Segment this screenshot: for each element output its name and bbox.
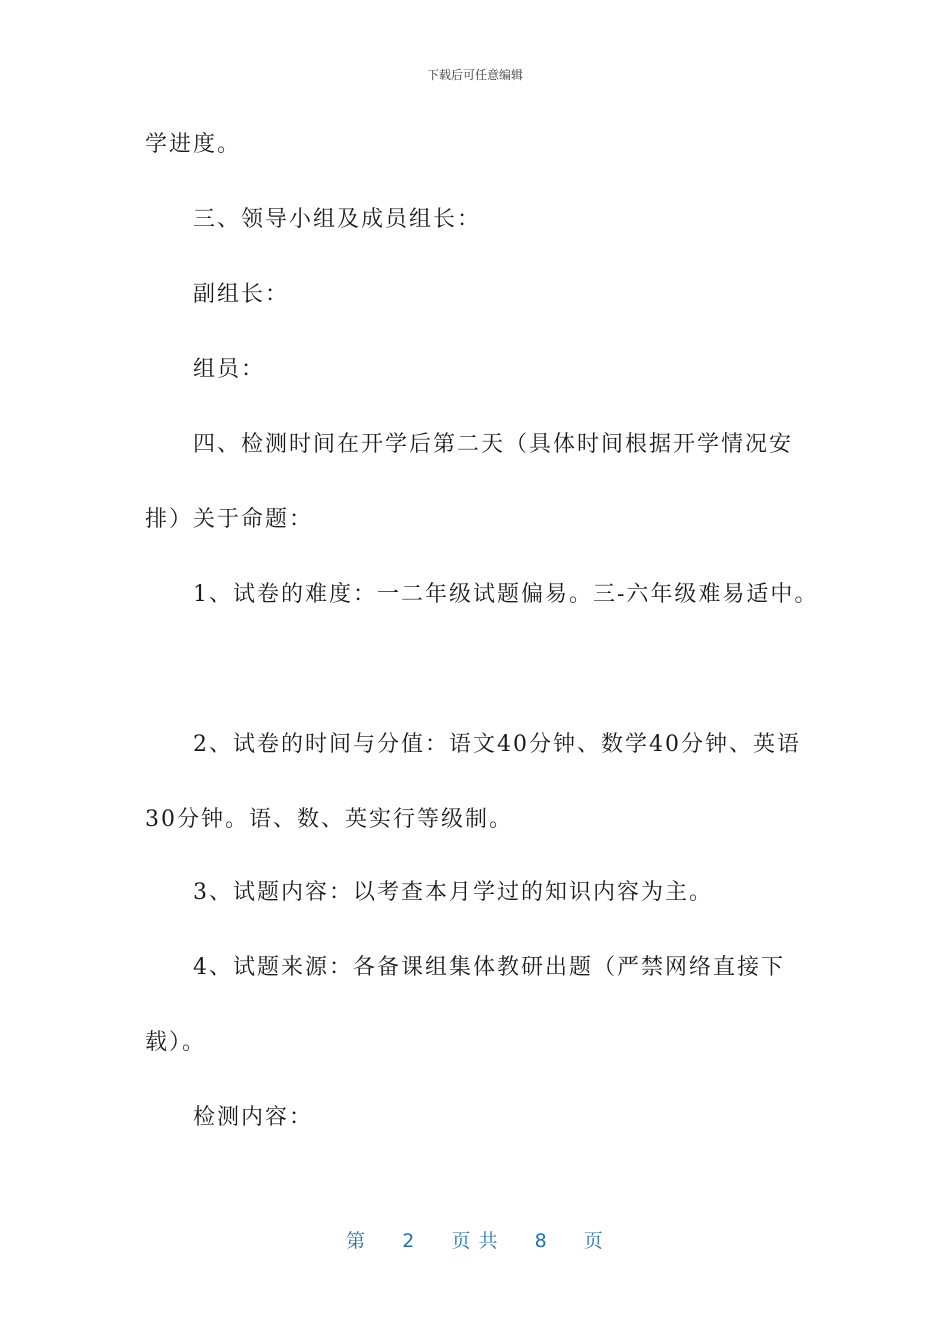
text-line-9: 30分钟。语、数、英实行等级制。 bbox=[145, 807, 513, 832]
footer-suffix: 页 bbox=[583, 1230, 604, 1252]
text-line-13: 检测内容： bbox=[193, 1105, 314, 1130]
footer-page-number: 2 bbox=[402, 1230, 416, 1252]
footer-total-pages: 8 bbox=[534, 1230, 548, 1252]
text-line-6: 排）关于命题： bbox=[145, 507, 314, 532]
page-header: 下载后可任意编辑 bbox=[426, 68, 523, 82]
text-line-4: 组员： bbox=[193, 357, 266, 382]
text-line-11: 4、试题来源：各备课组集体教研出题（严禁网络直接下 bbox=[193, 955, 785, 980]
footer-prefix: 第 bbox=[346, 1230, 367, 1252]
text-line-3: 副组长： bbox=[193, 282, 290, 307]
footer-middle: 页 共 bbox=[451, 1230, 499, 1252]
text-line-10: 3、试题内容：以考查本月学过的知识内容为主。 bbox=[193, 880, 713, 905]
text-line-1: 学进度。 bbox=[145, 132, 242, 157]
text-line-8: 2、试卷的时间与分值：语文40分钟、数学40分钟、英语 bbox=[193, 732, 801, 757]
text-line-5: 四、检测时间在开学后第二天（具体时间根据开学情况安 bbox=[193, 432, 794, 457]
text-line-7: 1、试卷的难度：一二年级试题偏易。三-六年级难易适中。 bbox=[193, 582, 819, 607]
page-footer bbox=[0, 1226, 950, 1253]
text-line-12: 载）。 bbox=[145, 1030, 207, 1055]
text-line-2: 三、领导小组及成员组长： bbox=[193, 207, 482, 232]
